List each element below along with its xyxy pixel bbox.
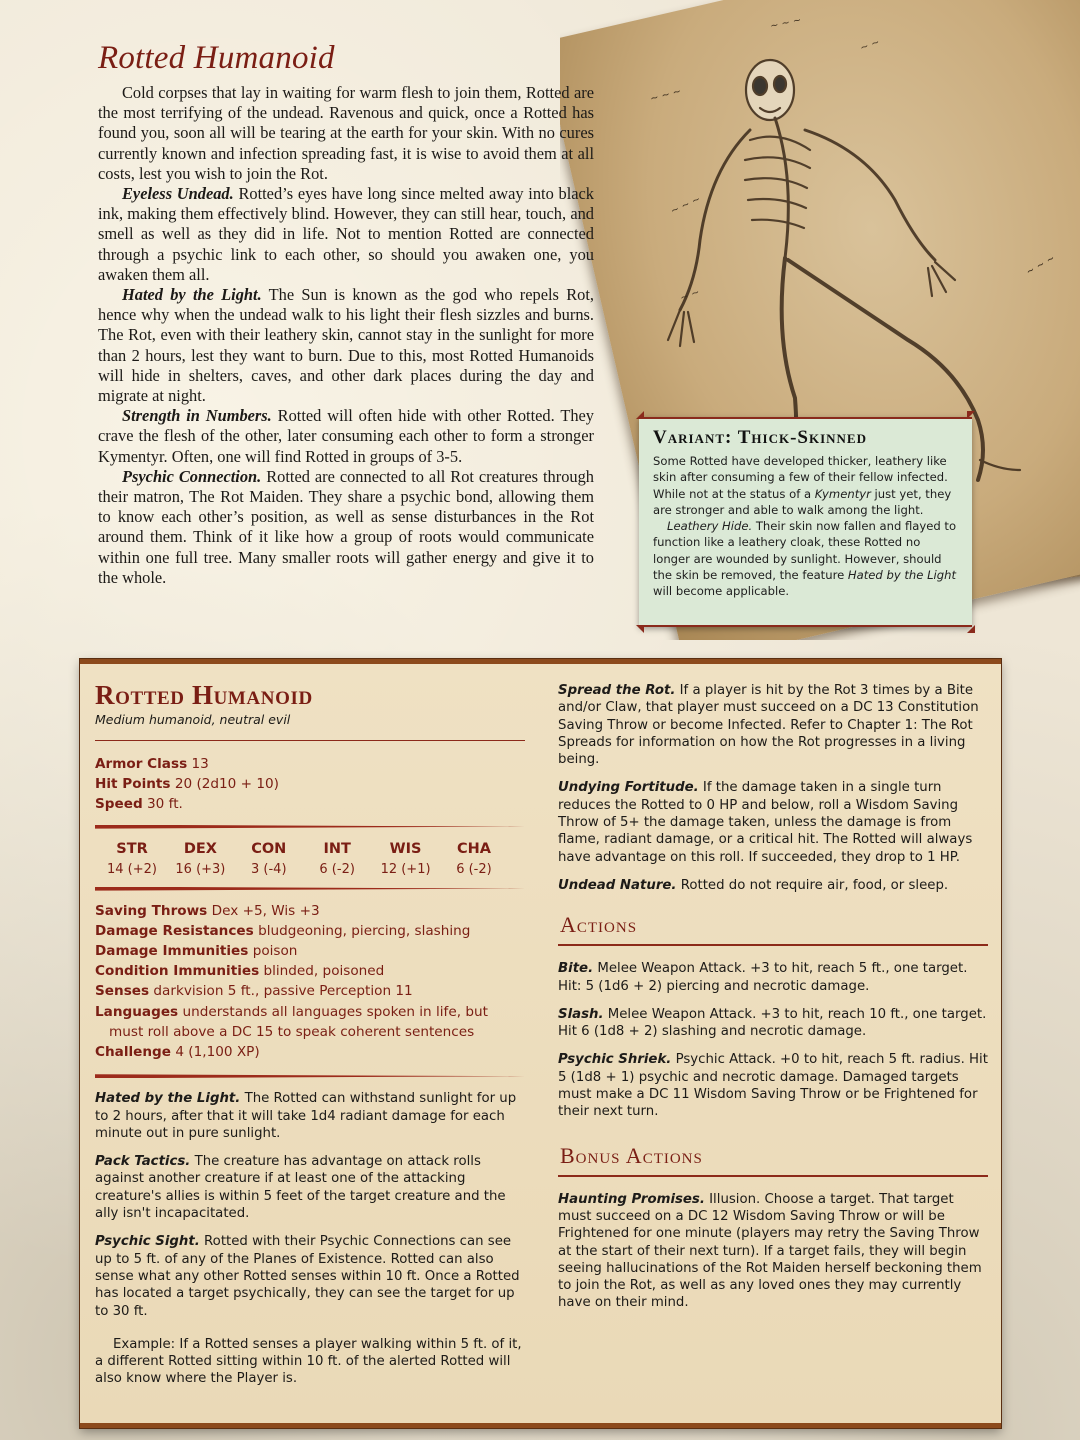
- stat-value: darkvision 5 ft., passive Perception 11: [153, 983, 413, 1000]
- paragraph-text: The Sun is known as the god who repels Rot, hence why when the undead walk to his light their flesh sizzles and burns. The Rot, even with their leathery skin, cannot stay in the sunlight for more than 2 hours, lest they want to burn. Due to this, most Rotted Humanoids will hide in shelters, caves, and other dark places during the day and migrate at night.: [98, 285, 594, 406]
- divider: [95, 887, 525, 891]
- action-text: Illusion. Choose a target. That target must succeed on a DC 12 Wisdom Saving Throw or will be Frightened for one minute (players may retry the Saving Throw at the start of their next turn). If a target fails, they will begin seeing hallucinations of the Rot Maiden herself beckoning them to join the Rot, as well as any loved ones they may currently have on their mind.: [558, 1191, 982, 1311]
- trait-text: Rotted do not require air, food, or sleep.: [676, 877, 949, 893]
- ability-name: WIS: [389, 840, 422, 857]
- ability-score: 16 (+3): [175, 861, 226, 877]
- trait-text: Rotted with their Psychic Connections can see up to 5 ft. of any of the Planes of Existence. Rotted can also sense what any other Rotted senses within 10 ft. Once a Rotted has located a target psychically, they can see the target for up to 30 ft.: [95, 1234, 520, 1319]
- ability-score: 3 (-4): [251, 861, 287, 877]
- action-name: Psychic Shriek.: [558, 1052, 672, 1068]
- stat-label: Languages: [95, 1003, 179, 1020]
- trait-text: If the damage taken in a single turn reduces the Rotted to 0 HP and below, roll a Wisdom Saving Throw of 5+ the damage taken, unless the damage is from flame, radiant damage, or a critical hit. The Rotted will always have advantage on this roll. If succeeded, they drop to 1 HP.: [558, 780, 973, 865]
- trait-spread-the-rot: [558, 682, 988, 768]
- ability-name: CON: [251, 840, 287, 857]
- sketch-note: ~ ~ ~: [669, 193, 703, 218]
- eyeless-undead-paragraph: [98, 184, 594, 285]
- actions-heading: Actions: [558, 910, 988, 946]
- trait-text: The creature has advantage on attack rolls against another creature if at least one of the attacking creature's allies is within 5 feet of the target creature and the ally isn't incapacitated.: [95, 1154, 506, 1222]
- trait-name: Hated by the Light.: [95, 1091, 241, 1107]
- paragraph-text: Rotted’s eyes have long since melted away into black ink, making them effectively blind. However, they can still hear, touch, and smell as well as they did in life. Not to mention Rotted are connected through a psychic link to each other, so should you awaken one, you awaken them all.: [98, 184, 595, 284]
- variant-text-part: just yet, they are stronger and able to walk among the light.: [653, 486, 952, 517]
- ability-name: STR: [116, 840, 148, 857]
- action-slash: [558, 1006, 988, 1041]
- variant-text-emphasis: Kymentyr: [814, 486, 871, 501]
- stat-value: poison: [252, 943, 298, 960]
- ability-cha: [441, 841, 507, 877]
- stat-label: Senses: [95, 983, 150, 1000]
- sketch-note: ~ ~ ~: [769, 14, 803, 33]
- paragraph-heading: Eyeless Undead.: [122, 184, 234, 204]
- stat-value: 4 (1,100 XP): [175, 1044, 260, 1061]
- variant-text-part: Their skin now fallen and flayed to function like a leathery cloak, these Rotted no longer are wounded by sunlight. However, should the skin be removed, the feature: [653, 519, 957, 583]
- challenge: [95, 1042, 525, 1062]
- action-name: Haunting Promises.: [558, 1191, 705, 1207]
- variant-feature-name: Leathery Hide.: [667, 519, 753, 534]
- stat-value: bludgeoning, piercing, slashing: [258, 922, 471, 939]
- bonus-actions-heading: Bonus Actions: [558, 1141, 988, 1177]
- stat-label: Damage Immunities: [95, 943, 249, 960]
- stat-label: Damage Resistances: [95, 922, 254, 939]
- stat-label: Armor Class: [95, 756, 188, 772]
- languages: [95, 1002, 525, 1042]
- ability-name: DEX: [183, 840, 217, 857]
- condition-immunities: [95, 961, 525, 981]
- intro-section: [98, 40, 594, 588]
- psychic-connection-paragraph: [98, 467, 594, 588]
- intro-paragraph: [98, 83, 594, 184]
- divider: [95, 1074, 525, 1078]
- ability-wis: [373, 841, 439, 877]
- trait-name: Pack Tactics.: [95, 1154, 191, 1170]
- trait-name: Undying Fortitude.: [558, 780, 699, 796]
- corner-ornament: [636, 411, 644, 419]
- variant-sidebar: [639, 417, 972, 627]
- saving-throws: [95, 901, 525, 921]
- action-text: Psychic Attack. +0 to hit, reach 5 ft. radius. Hit 5 (1d8 + 1) psychic and necrotic damage. Damaged targets must make a DC 11 Wisdom Saving Throw or be Frightened for their next turn.: [558, 1052, 988, 1120]
- sketch-note: ~ ~: [858, 36, 882, 55]
- trait-name: Undead Nature.: [558, 877, 677, 893]
- variant-text: [653, 453, 960, 518]
- stat-value: 20 (2d10 + 10): [174, 776, 279, 793]
- trait-undead-nature: [558, 877, 988, 894]
- paragraph-heading: Psychic Connection.: [122, 466, 262, 486]
- ability-score: 14 (+2): [107, 861, 157, 877]
- stat-value: blinded, poisoned: [263, 963, 385, 980]
- divider: [95, 740, 525, 741]
- corner-ornament: [967, 411, 975, 419]
- stat-value: understands all languages spoken in life, but must roll above a DC 15 to speak coherent sentences: [109, 1003, 488, 1040]
- sketch-note: ~ ~: [678, 286, 702, 305]
- action-text: Melee Weapon Attack. +3 to hit, reach 5 ft., one target. Hit: 5 (1d6 + 2) piercing and necrotic damage.: [558, 961, 968, 994]
- trait-pack-tactics: [95, 1153, 525, 1222]
- trait-name: Spread the Rot.: [558, 683, 676, 698]
- corner-ornament: [967, 625, 975, 633]
- stat-value: 13: [191, 756, 209, 772]
- paragraph-text: Rotted will often hide with other Rotted. They crave the flesh of the other, later consuming each other to form a stronger Kymentyr. Often, one will find Rotted in groups of 3-5.: [98, 406, 594, 466]
- speed: [95, 794, 525, 814]
- damage-resistances: [95, 921, 525, 941]
- ability-name: CHA: [456, 840, 491, 857]
- ability-con: [236, 841, 302, 877]
- action-name: Slash.: [558, 1006, 604, 1022]
- ability-int: [304, 841, 370, 877]
- trait-text: The Rotted can withstand sunlight for up to 2 hours, after that it will take 1d4 radiant damage for each minute out in pure sunlight.: [95, 1091, 517, 1141]
- example-text: Example: If a Rotted senses a player walking within 5 ft. of it, a different Rotted sitting within 10 ft. of the alerted Rotted will also know where the Player is.: [95, 1336, 522, 1387]
- variant-text-part: Some Rotted have developed thicker, leathery like skin after consuming a few of their fellow infected. While not at the status of a: [653, 454, 948, 501]
- action-text: Melee Weapon Attack. +3 to hit, reach 10 ft., one target. Hit 6 (1d8 + 2) slashing and necrotic damage.: [558, 1006, 987, 1040]
- stat-label: Hit Points: [95, 776, 171, 793]
- stat-label: Speed: [95, 796, 143, 813]
- sketch-note: ~ ~ ~: [649, 86, 683, 105]
- page-title: Rotted Humanoid: [98, 40, 335, 76]
- hated-light-paragraph: [98, 285, 594, 406]
- ability-name: INT: [323, 840, 351, 857]
- hit-points: [95, 774, 525, 794]
- paragraph-heading: Hated by the Light.: [122, 285, 262, 305]
- senses: [95, 981, 525, 1001]
- leathery-hide-text: [653, 518, 960, 599]
- stat-value: 30 ft.: [147, 796, 183, 813]
- paragraph-text: Rotted are connected to all Rot creatures through their matron, The Rot Maiden. They share a psychic bond, allowing them to know each other’s position, as well as sense disturbances in the Rot around them. Think of it like how a group of roots would communicate within one full tree. Many smaller roots will gather energy and give it to the whole.: [98, 466, 594, 587]
- ability-scores: [99, 841, 507, 877]
- stat-block: [80, 659, 1001, 1428]
- variant-text-emphasis: Hated by the Light: [847, 568, 957, 583]
- bonus-haunting-promises: [558, 1191, 988, 1312]
- ability-dex: [167, 841, 233, 877]
- strength-numbers-paragraph: [98, 406, 594, 467]
- variant-title: Variant: Thick-Skinned: [653, 427, 867, 448]
- damage-immunities: [95, 941, 525, 961]
- ability-score: 6 (-2): [319, 861, 355, 877]
- trait-psychic-sight: [95, 1233, 525, 1319]
- trait-undying-fortitude: [558, 779, 988, 865]
- action-bite: [558, 960, 988, 995]
- armor-class: [95, 754, 525, 774]
- variant-text-part: will become applicable.: [653, 584, 790, 599]
- corner-ornament: [636, 625, 644, 633]
- creature-name: Rotted Humanoid: [95, 680, 313, 710]
- stat-column-left: [95, 680, 525, 1399]
- trait-text: If a player is hit by the Rot 3 times by a Bite and/or Claw, that player must succeed on a DC 13 Constitution Saving Throw or become Infected. Refer to Chapter 1: The Rot Spreads for information on how the Rot progresses in a living being.: [558, 683, 979, 768]
- action-psychic-shriek: [558, 1051, 988, 1120]
- action-name: Bite.: [558, 961, 594, 977]
- trait-hated-by-light: [95, 1090, 525, 1142]
- ability-str: [99, 841, 165, 877]
- stat-label: Condition Immunities: [95, 963, 260, 980]
- stat-value: Dex +5, Wis +3: [211, 902, 320, 919]
- sketch-note: ~ ~ ~: [1024, 252, 1058, 279]
- intro-text: Cold corpses that lay in waiting for warm flesh to join them, Rotted are the most terrifying of the undead. Ravenous and quick, once a Rotted has found you, soon all will be tearing at the earth for your skin. With no cures currently known and infection spreading fast, it is wise to avoid them at all costs, lest you wish to join the Rot.: [98, 83, 594, 183]
- paragraph-heading: Strength in Numbers.: [122, 406, 272, 426]
- divider: [95, 825, 525, 829]
- creature-type: Medium humanoid, neutral evil: [95, 712, 291, 727]
- stat-column-right: [558, 682, 988, 1323]
- ability-score: 6 (-2): [456, 861, 492, 877]
- stat-label: Saving Throws: [95, 902, 208, 919]
- trait-name: Psychic Sight.: [95, 1234, 200, 1250]
- ability-score: 12 (+1): [380, 861, 431, 877]
- stat-label: Challenge: [95, 1044, 171, 1061]
